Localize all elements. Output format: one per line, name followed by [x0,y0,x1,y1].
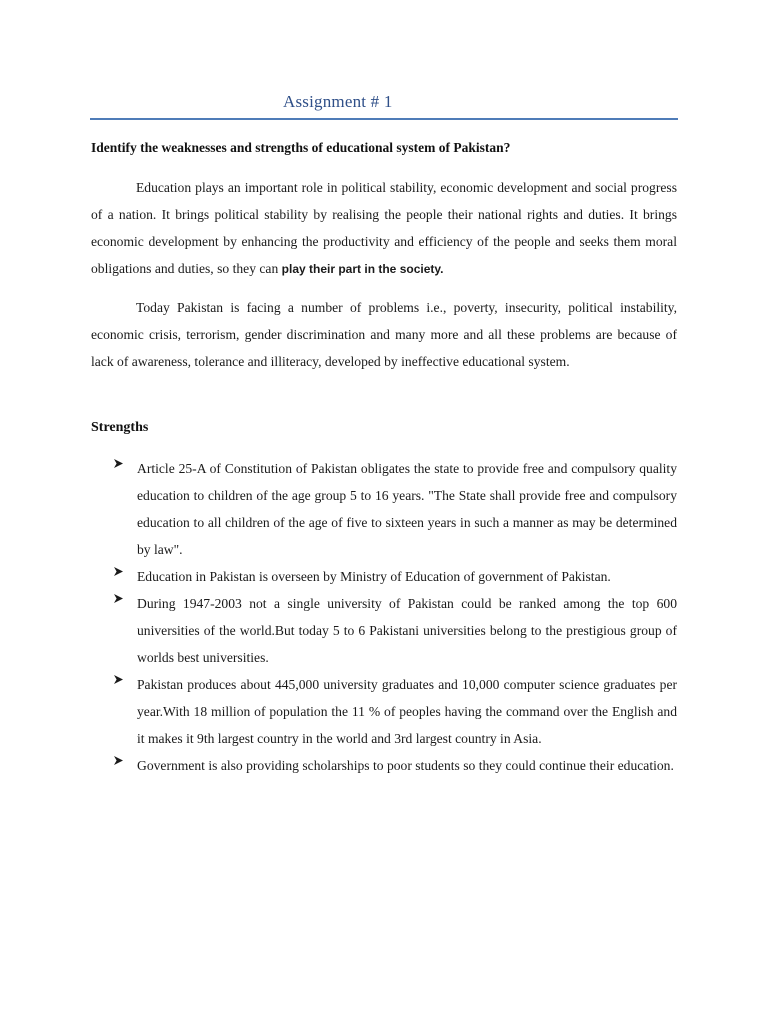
intro-paragraph-text: Education plays an important role in political stability, economic development and social progress of a nation. It brings political stability by realising the people their national rights and duties. It brings economic development by enhancing the productivity and efficiency of the people and seeks them moral obligations and duties, so they can [91,180,677,276]
intro-paragraph [91,174,677,283]
list-item [0,563,768,590]
list-item-text: Pakistan produces about 445,000 university graduates and 10,000 computer science graduates per year.With 18 million of population the 11 % of peoples having the command over the English and it makes it 9th largest country in the world and 3rd largest country in Asia. [137,677,677,746]
list-item [0,455,768,563]
assignment-question: Identify the weaknesses and strengths of educational system of Pakistan? [91,140,511,155]
strengths-heading: Strengths [91,420,149,435]
strengths-list [0,455,768,779]
page-title: Assignment # 1 [283,92,393,111]
title-divider [90,118,678,120]
list-item-text: During 1947-2003 not a single university of Pakistan could be ranked among the top 600 universities of the world.But today 5 to 6 Pakistani universities belong to the prestigious group of worlds best universities. [137,596,677,665]
arrow-right-bullet-icon [113,566,124,577]
list-item [0,671,768,752]
arrow-right-bullet-icon [113,458,124,469]
problems-paragraph: Today Pakistan is facing a number of problems i.e., poverty, insecurity, political instability, economic crisis, terrorism, gender discrimination and many more and all these problems are because of lack of awareness, tolerance and illiteracy, developed by ineffective educational system. [91,300,677,369]
arrow-right-bullet-icon [113,755,124,766]
arrow-right-bullet-icon [113,593,124,604]
list-item-text: Article 25-A of Constitution of Pakistan obligates the state to provide free and compulsory quality education to children of the age group 5 to 16 years. "The State shall provide free and compulsory education to all children of the age of five to sixteen years in such a manner as may be determined by law". [137,461,677,557]
list-item [0,752,768,779]
list-item-text: Education in Pakistan is overseen by Ministry of Education of government of Pakistan. [137,569,611,584]
list-item [0,590,768,671]
arrow-right-bullet-icon [113,674,124,685]
intro-paragraph-emphasis: play their part in the society. [281,262,444,276]
list-item-text: Government is also providing scholarships to poor students so they could continue their education. [137,758,674,773]
